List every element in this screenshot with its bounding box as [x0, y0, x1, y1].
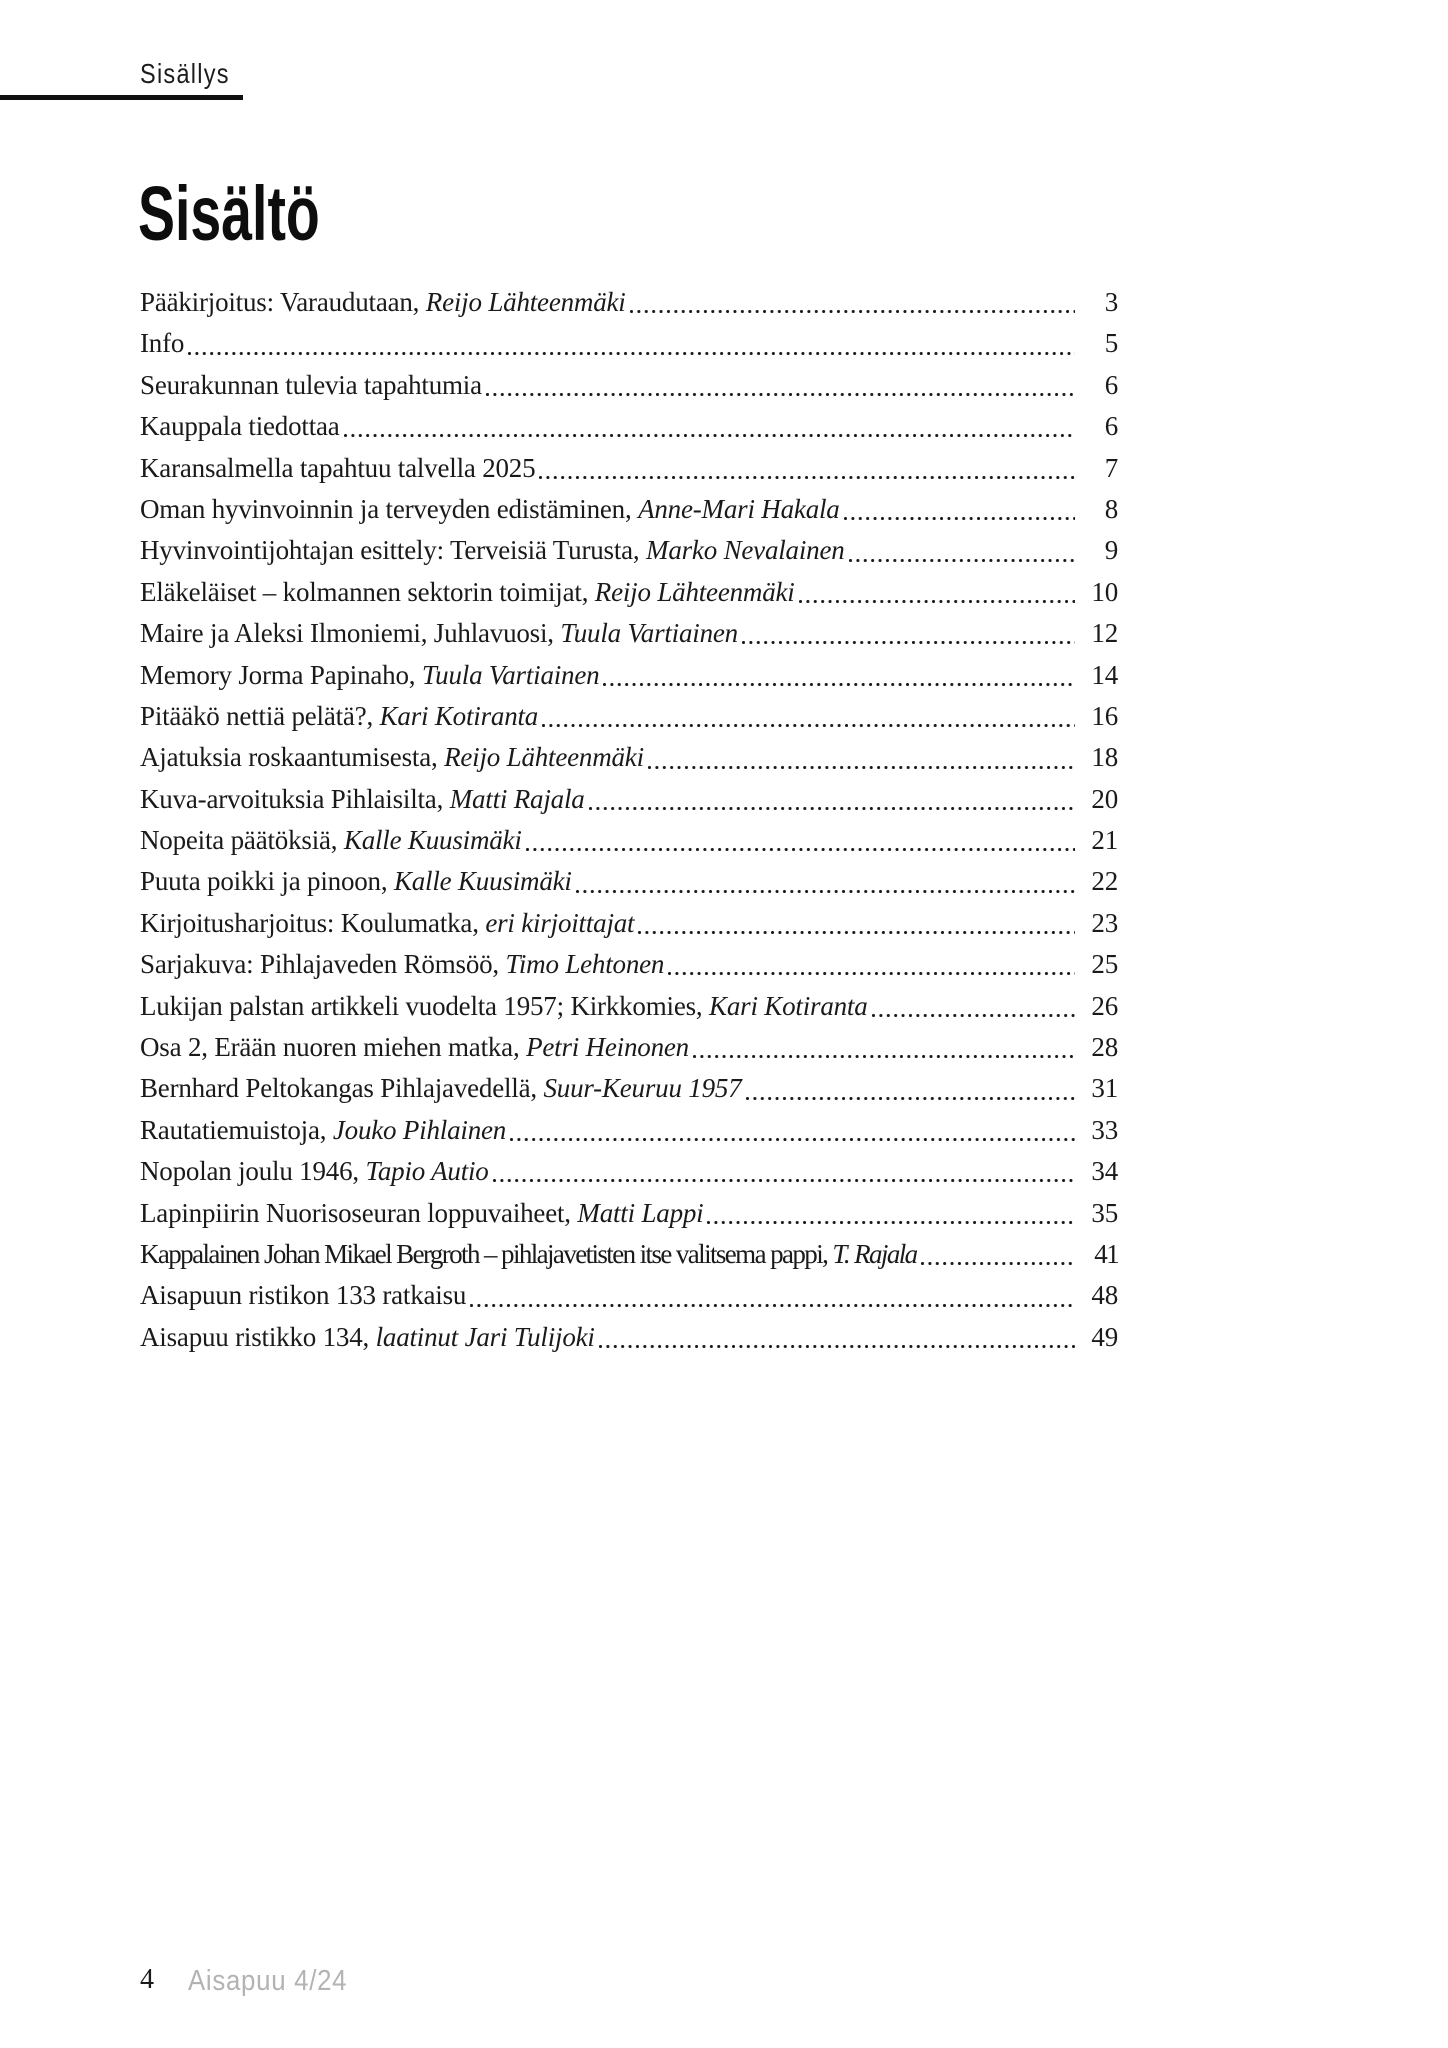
toc-entry — [140, 1234, 1118, 1275]
toc-entry-author: Anne-Mari Hakala — [638, 493, 840, 524]
dot-leader — [849, 559, 1075, 562]
toc-entry — [140, 861, 1118, 902]
toc-entry — [140, 779, 1118, 820]
toc-entry-label: Lukijan palstan artikkeli vuodelta 1957; Kirkkomies, — [140, 990, 710, 1021]
toc-entry-label: Kirjoitusharjoitus: Koulumatka, — [140, 907, 486, 938]
toc-entry — [140, 655, 1118, 696]
toc-entry-page: 35 — [1091, 1197, 1118, 1228]
toc-entry — [140, 737, 1118, 778]
toc-entry — [140, 448, 1118, 489]
toc-entry — [140, 282, 1118, 323]
toc-entry-title — [140, 1234, 917, 1275]
dot-leader — [742, 641, 1075, 644]
toc-entry-page: 12 — [1091, 618, 1118, 649]
toc-entry-label: Sarjakuva: Pihlajaveden Römsöö, — [140, 949, 506, 980]
toc-entry-label: Memory Jorma Papinaho, — [140, 659, 422, 690]
toc-entry-title — [140, 1193, 703, 1234]
dot-leader — [693, 1055, 1075, 1058]
toc-entry-title — [140, 1151, 489, 1192]
toc-entry-author: Kari Kotiranta — [379, 700, 539, 731]
dot-leader — [707, 1221, 1075, 1224]
toc-entry — [140, 406, 1118, 447]
toc-entry — [140, 1151, 1118, 1192]
dot-leader — [638, 931, 1075, 934]
toc-entry-title — [140, 1068, 742, 1109]
toc-entry-title — [140, 820, 522, 861]
dot-leader — [630, 310, 1075, 313]
toc-entry-page: 18 — [1091, 742, 1118, 773]
toc-entry-author: Petri Heinonen — [526, 1032, 689, 1063]
toc-entry-label: Info — [140, 328, 185, 359]
toc-entry-author: Jouko Pihlainen — [332, 1114, 507, 1145]
toc-entry-author: laatinut Jari Tulijoki — [375, 1321, 595, 1352]
toc-entry — [140, 696, 1118, 737]
dot-leader — [510, 1138, 1075, 1141]
toc-entry-label: Nopolan joulu 1946, — [140, 1156, 366, 1187]
toc-entry-page: 21 — [1091, 825, 1118, 856]
toc-entry-author: eri kirjoittajat — [485, 907, 635, 938]
toc-entry-title — [140, 282, 626, 323]
toc-entry-title — [140, 323, 184, 364]
toc-entry-title — [140, 986, 868, 1027]
toc-entry-page: 16 — [1091, 700, 1118, 731]
toc-entry-label: Aisapuun ristikon 133 ratkaisu — [140, 1280, 467, 1311]
toc-entry-author: Kalle Kuusimäki — [343, 825, 522, 856]
toc-entry-title — [140, 1027, 689, 1068]
toc-entry-title — [140, 696, 538, 737]
toc-entry-label: Lapinpiirin Nuorisoseuran loppuvaiheet, — [140, 1197, 578, 1228]
toc-entry-label: Kuva-arvoituksia Pihlaisilta, — [140, 783, 450, 814]
toc-entry-author: Tapio Autio — [365, 1156, 489, 1187]
toc-entry-title — [140, 406, 340, 447]
toc-entry-title — [140, 861, 572, 902]
dot-leader — [921, 1262, 1075, 1265]
dot-leader — [470, 1304, 1075, 1307]
toc-entry-label: Bernhard Peltokangas Pihlajavedellä, — [140, 1073, 544, 1104]
toc-entry-page: 22 — [1091, 866, 1118, 897]
dot-leader — [589, 807, 1075, 810]
toc-entry-title — [140, 530, 845, 571]
toc-entry — [140, 572, 1118, 613]
dot-leader — [539, 476, 1075, 479]
toc-entry-author: Reijo Lähteenmäki — [594, 576, 795, 607]
toc-entry-label: Maire ja Aleksi Ilmoniemi, Juhlavuosi, — [140, 618, 561, 649]
toc-entry-title — [140, 944, 664, 985]
toc-entry-page: 34 — [1091, 1156, 1118, 1187]
toc-entry-page: 10 — [1091, 576, 1118, 607]
toc-entry-author: Matti Rajala — [449, 783, 585, 814]
toc-entry-label: Seurakunnan tulevia tapahtumia — [140, 369, 482, 400]
toc-entry — [140, 1110, 1118, 1151]
toc-entry-title — [140, 1275, 466, 1316]
dot-leader — [872, 1014, 1075, 1017]
toc-entry-author: Marko Nevalainen — [646, 535, 845, 566]
toc-entry-title — [140, 655, 599, 696]
dot-leader — [668, 972, 1075, 975]
toc-entry-page: 25 — [1091, 949, 1118, 980]
toc-entry-title — [140, 613, 738, 654]
toc-entry-title — [140, 903, 634, 944]
dot-leader — [599, 1345, 1075, 1348]
dot-leader — [542, 724, 1075, 727]
toc-entry — [140, 1317, 1118, 1358]
toc-entry-label: Puuta poikki ja pinoon, — [140, 866, 394, 897]
toc-entry-page: 33 — [1091, 1114, 1118, 1145]
toc-entry-author: Timo Lehtonen — [505, 949, 665, 980]
toc-entry-page: 9 — [1104, 535, 1118, 566]
toc-entry-author: Reijo Lähteenmäki — [425, 287, 626, 317]
toc-entry-title — [140, 572, 795, 613]
toc-entry-label: Oman hyvinvoinnin ja terveyden edistäminen, — [140, 493, 639, 524]
toc-entry-label: Pitääkö nettiä pelätä?, — [140, 700, 380, 731]
toc-entry-page: 20 — [1091, 783, 1118, 814]
toc-entry-title — [140, 1110, 506, 1151]
dot-leader — [799, 600, 1075, 603]
toc-entry-label: Pääkirjoitus: Varaudutaan, — [140, 287, 426, 317]
toc-entry — [140, 944, 1118, 985]
toc-entry-label: Karansalmella tapahtuu talvella 2025 — [140, 452, 536, 483]
toc-entry-author: Reijo Lähteenmäki — [444, 742, 644, 773]
toc-entry-page: 31 — [1091, 1073, 1118, 1104]
toc-entry — [140, 1027, 1118, 1068]
toc-entry-author: Tuula Vartiainen — [560, 618, 738, 649]
toc-entry-title — [140, 489, 840, 530]
toc-entry — [140, 530, 1118, 571]
toc-entry-page: 26 — [1091, 990, 1118, 1021]
toc-entry — [140, 323, 1118, 364]
toc-entry-title — [140, 365, 482, 406]
toc-entry — [140, 1193, 1118, 1234]
toc-entry-page: 41 — [1094, 1238, 1118, 1269]
toc-entry-label: Osa 2, Erään nuoren miehen matka, — [140, 1032, 527, 1063]
toc-entry-page: 28 — [1091, 1032, 1118, 1063]
dot-leader — [526, 848, 1075, 851]
toc-entry — [140, 365, 1118, 406]
toc-entry-label: Rautatiemuistoja, — [140, 1114, 333, 1145]
toc-entry-page: 23 — [1091, 907, 1118, 938]
dot-leader — [576, 890, 1075, 893]
page-title: Sisältö — [138, 171, 320, 257]
toc-entry-author: T. Rajala — [832, 1238, 917, 1269]
toc-entry-page: 8 — [1104, 493, 1118, 524]
toc-entry-author: Matti Lappi — [577, 1197, 704, 1228]
toc-entry — [140, 613, 1118, 654]
running-header: Sisällys — [140, 58, 230, 89]
header-rule — [0, 95, 243, 100]
toc-entry-page: 49 — [1091, 1321, 1118, 1352]
toc-entry-page: 7 — [1104, 452, 1118, 483]
toc-entry-author: Kari Kotiranta — [709, 990, 868, 1021]
toc-entry — [140, 1068, 1118, 1109]
dot-leader — [648, 766, 1075, 769]
dot-leader — [603, 683, 1075, 686]
toc-entry-label: Aisapuu ristikko 134, — [140, 1321, 376, 1352]
toc-entry-page: 5 — [1104, 328, 1118, 359]
toc-entry-label: Kauppala tiedottaa — [140, 411, 340, 442]
dot-leader — [486, 393, 1075, 396]
toc-entry-label: Kappalainen Johan Mikael Bergroth – pihlajavetisten itse valitsema pappi, — [140, 1238, 833, 1269]
toc-entry-author: Kalle Kuusimäki — [393, 866, 572, 897]
toc-entry — [140, 986, 1118, 1027]
dot-leader — [344, 434, 1075, 437]
dot-leader — [188, 352, 1075, 355]
toc-entry — [140, 1275, 1118, 1316]
toc-entry-page: 14 — [1091, 659, 1118, 690]
toc-entry-page: 6 — [1104, 369, 1118, 400]
dot-leader — [493, 1179, 1075, 1182]
toc-list — [140, 282, 1118, 1358]
toc-entry-title — [140, 779, 585, 820]
toc-entry — [140, 903, 1118, 944]
toc-entry-page: 48 — [1091, 1280, 1118, 1311]
toc-entry-label: Eläkeläiset – kolmannen sektorin toimijat, — [140, 576, 595, 607]
toc-entry-author: Suur-Keuruu 1957 — [543, 1073, 742, 1104]
toc-entry-title — [140, 1317, 595, 1358]
toc-entry-page: 6 — [1104, 411, 1118, 442]
dot-leader — [844, 517, 1075, 520]
toc-entry — [140, 820, 1118, 861]
dot-leader — [746, 1097, 1076, 1100]
toc-entry-label: Nopeita päätöksiä, — [140, 825, 344, 856]
toc-entry-label: Ajatuksia roskaantumisesta, — [140, 742, 445, 773]
footer-issue-label: Aisapuu 4/24 — [188, 1965, 348, 1997]
footer-page-number: 4 — [140, 1964, 154, 1995]
toc-entry-label: Hyvinvointijohtajan esittely: Terveisiä Turusta, — [140, 535, 647, 566]
toc-entry-page: 3 — [1104, 287, 1118, 317]
toc-entry-title — [140, 737, 644, 778]
toc-entry — [140, 489, 1118, 530]
toc-entry-title — [140, 448, 535, 489]
toc-entry-author: Tuula Vartiainen — [421, 659, 600, 690]
